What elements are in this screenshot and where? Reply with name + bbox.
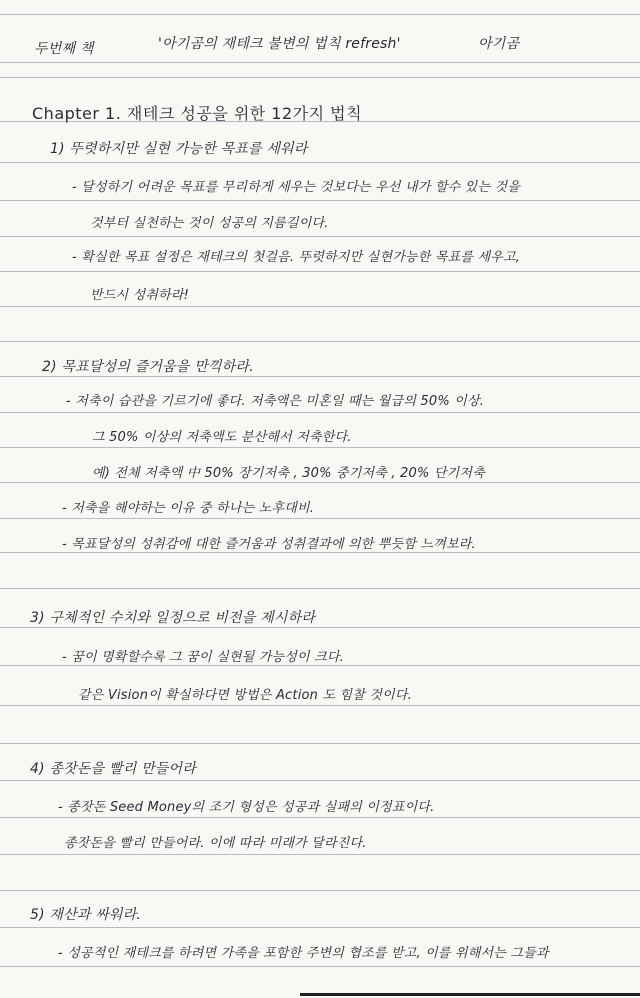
ruled-line <box>0 14 640 15</box>
section-line: 같은 Vision이 확실하다면 방법은 Action 도 힘찰 것이다. <box>78 688 412 703</box>
page-bottom-edge <box>300 993 640 996</box>
ruled-line <box>0 200 640 201</box>
ruled-line <box>0 665 640 666</box>
ruled-line <box>0 780 640 781</box>
ruled-line <box>0 341 640 342</box>
section-line: - 성공적인 재테크를 하려면 가족을 포함한 주변의 협조를 받고, 이를 위해서는 그들과 <box>58 946 549 961</box>
section-line: - 저축이 습관을 기르기에 좋다. 저축액은 미혼일 때는 월급의 50% 이상. <box>66 394 485 409</box>
section-line: - 꿈이 명확할수록 그 꿈이 실현될 가능성이 크다. <box>62 650 344 665</box>
ruled-line <box>0 743 640 744</box>
section-heading: 3) 구체적인 수치와 일정으로 비전을 제시하라 <box>30 610 316 626</box>
ruled-line <box>0 306 640 307</box>
header-label: 두번째 책 <box>34 41 94 57</box>
section-line: 종잣돈을 빨리 만들어라. 이에 따라 미래가 달라진다. <box>64 836 367 851</box>
ruled-line <box>0 77 640 78</box>
ruled-line <box>0 705 640 706</box>
section-line: 예) 전체 저축액 中 50% 장기저축 , 30% 중기저축 , 20% 단기저축 <box>92 466 485 481</box>
section-line: - 목표달성의 성취감에 대한 즐거움과 성취결과에 의한 뿌듯함 느껴보라. <box>62 537 476 552</box>
ruled-line <box>0 552 640 553</box>
section-line: 것부터 실천하는 것이 성공의 지름길이다. <box>90 216 329 231</box>
ruled-line <box>0 376 640 377</box>
ruled-line <box>0 588 640 589</box>
section-heading: 2) 목표달성의 즐거움을 만끽하라. <box>42 359 254 375</box>
section-line: - 달성하기 어려운 목표를 무리하게 세우는 것보다는 우선 내가 할수 있는 것을 <box>72 180 521 195</box>
ruled-line <box>0 271 640 272</box>
section-heading: 5) 재산과 싸워라. <box>30 907 142 923</box>
section-line: - 종잣돈 Seed Money의 조기 형성은 성공과 실패의 이정표이다. <box>58 800 435 815</box>
ruled-line <box>0 482 640 483</box>
section-line: - 확실한 목표 설정은 재테크의 첫걸음. 뚜렷하지만 실현가능한 목표를 세우고, <box>72 250 521 265</box>
ruled-line <box>0 627 640 628</box>
section-line: - 저축을 해야하는 이유 중 하나는 노후대비. <box>62 501 315 516</box>
ruled-line <box>0 447 640 448</box>
ruled-line <box>0 236 640 237</box>
ruled-line <box>0 966 640 967</box>
ruled-line <box>0 518 640 519</box>
section-heading: 4) 종잣돈을 빨리 만들어라 <box>30 761 196 777</box>
book-title: '아기곰의 재테크 불변의 법칙 refresh' <box>158 36 401 52</box>
ruled-line <box>0 412 640 413</box>
section-line: 그 50% 이상의 저축액도 분산해서 저축한다. <box>92 430 352 445</box>
section-heading: 1) 뚜렷하지만 실현 가능한 목표를 세워라 <box>50 141 308 157</box>
chapter-title: Chapter 1. 재테크 성공을 위한 12가지 법칙 <box>32 104 363 123</box>
ruled-line <box>0 927 640 928</box>
ruled-line <box>0 890 640 891</box>
book-author: 아기곰 <box>478 36 520 52</box>
ruled-line <box>0 854 640 855</box>
section-line: 반드시 성취하라! <box>90 288 190 303</box>
ruled-line <box>0 817 640 818</box>
ruled-line <box>0 62 640 63</box>
ruled-line <box>0 162 640 163</box>
